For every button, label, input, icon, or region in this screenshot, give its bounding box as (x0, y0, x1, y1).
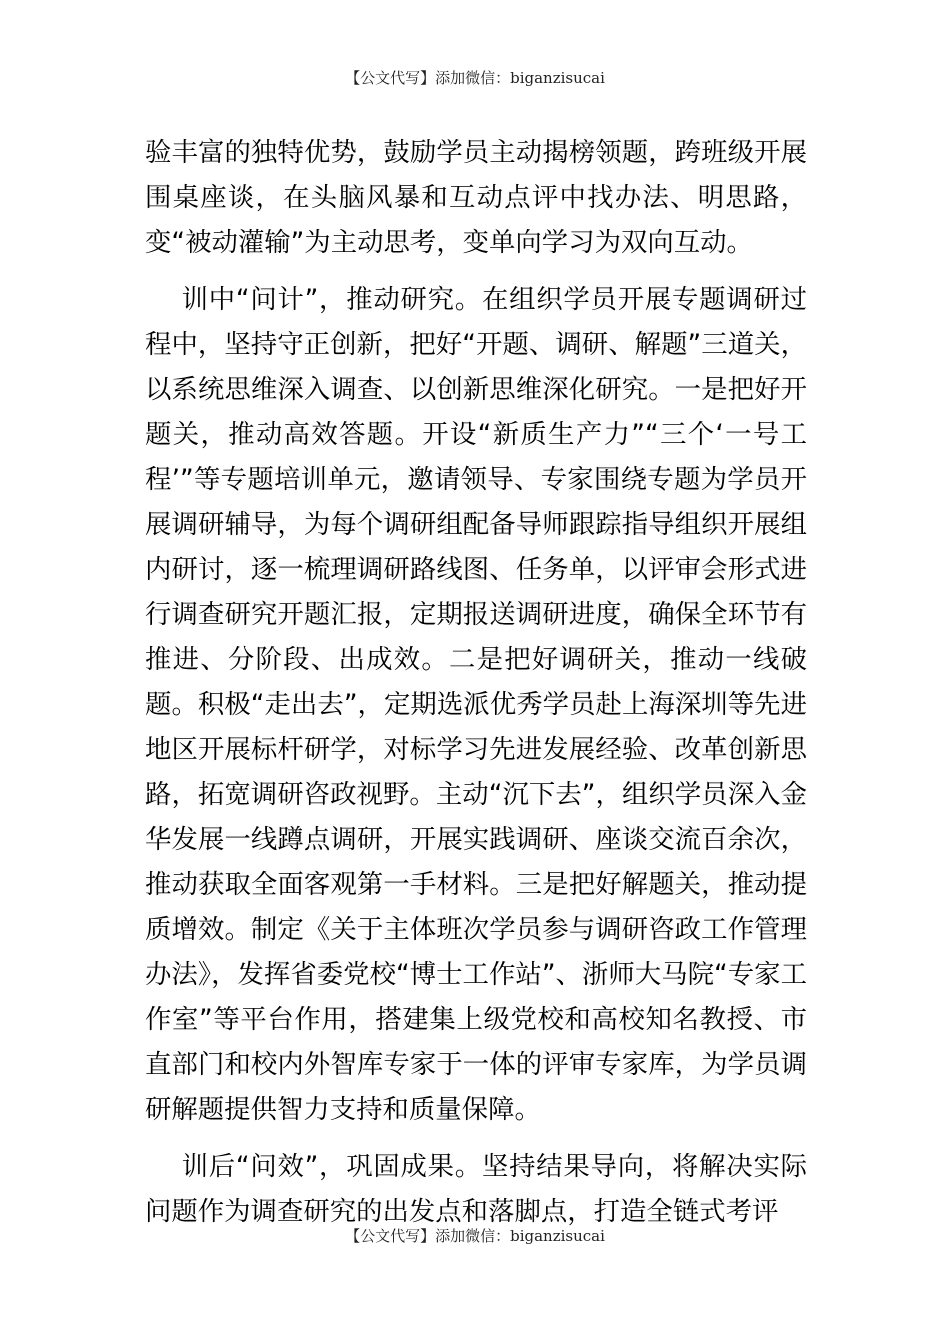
paragraph-training-research: 训中“问计”，推动研究。在组织学员开展专题调研过程中，坚持守正创新，把好“开题、调研、解题”三道关，以系统思维深入调查、以创新思维深化研究。一是把好开题关，推动高效答题。开设“新质生产力”“三个‘一号工程’”等专题培训单元，邀请领导、专家围绕专题为学员开展调研辅导，为每个调研组配备导师跟踪指导组织开展组内研讨，逐一梳理调研路线图、任务单，以评审会形式进行调查研究开题汇报，定期报送调研进度，确保全环节有推进、分阶段、出成效。二是把好调研关，推动一线破题。积极“走出去”，定期选派优秀学员赴上海深圳等先进地区开展标杆研学，对标学习先进发展经验、改革创新思路，拓宽调研咨政视野。主动“沉下去”，组织学员深入金华发展一线蹲点调研，开展实践调研、座谈交流百余次，推动获取全面客观第一手材料。三是把好解题关，推动提质增效。制定《关于主体班次学员参与调研咨政工作管理办法》，发挥省委党校“博士工作站”、浙师大马院“专家工作室”等平台作用，搭建集上级党校和高校知名教授、市直部门和校内外智库专家于一体的评审专家库，为学员调研解题提供智力支持和质量保障。 (145, 284, 807, 1125)
paragraph-training-results: 训后“问效”，巩固成果。坚持结果导向，将解决实际问题作为调查研究的出发点和落脚点，打造全链式考评 (145, 1151, 807, 1227)
document-body (145, 130, 807, 1234)
paragraph-continuation: 验丰富的独特优势，鼓励学员主动揭榜领题，跨班级开展围桌座谈，在头脑风暴和互动点评中找办法、明思路，变“被动灌输”为主动思考，变单向学习为双向互动。 (145, 137, 807, 258)
page-header: 【公文代写】添加微信：biganzisucai (345, 69, 605, 87)
page-footer: 【公文代写】添加微信：biganzisucai (345, 1227, 605, 1245)
